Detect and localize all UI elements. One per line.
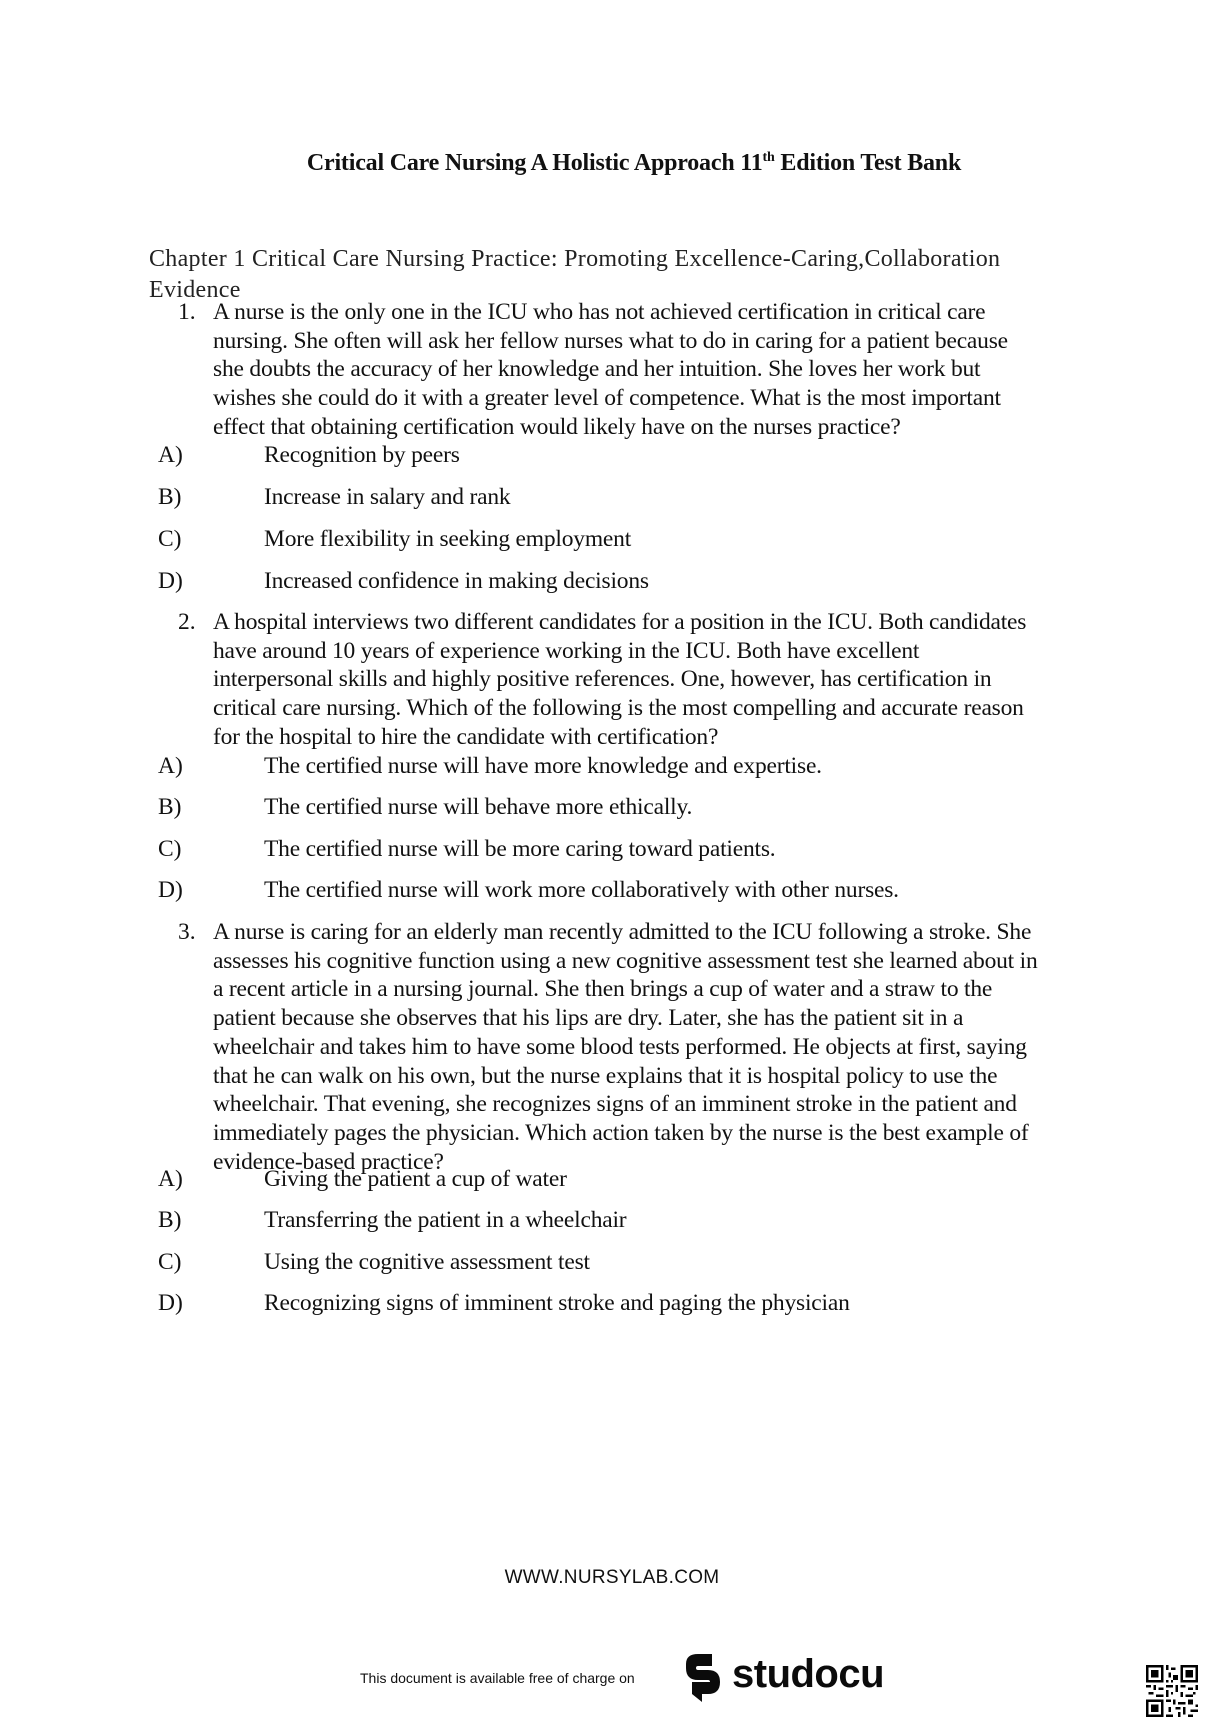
answer-option-text: Transferring the patient in a wheelchair [264,1207,627,1233]
question-stem-line: A nurse is caring for an elderly man recently admitted to the ICU following a stroke. She [213,919,1032,945]
question-stem-line: wheelchair and takes him to have some blood tests performed. He objects at first, saying [213,1033,1027,1060]
document-title [0,150,1224,177]
answer-option-letter: B) [158,1207,182,1233]
studocu-logo-icon [676,1650,728,1702]
question-stem-line: she doubts the accuracy of her knowledge and her intuition. She loves her work but [213,356,981,383]
answer-option-text: The certified nurse will behave more ethically. [264,794,693,820]
answer-option-text: Increase in salary and rank [264,484,511,510]
answer-option-letter: B) [158,484,182,510]
studocu-banner[interactable] [360,1648,885,1704]
question-number: 2. [178,609,196,635]
answer-option-text: Increased confidence in making decisions [264,568,649,594]
question-stem-line: A nurse is the only one in the ICU who has not achieved certification in critical care [213,299,986,325]
question-stem-line: immediately pages the physician. Which action taken by the nurse is the best example of [213,1119,1029,1146]
availability-text: This document is available free of charge on [360,1670,635,1686]
title-superscript: th [762,150,775,165]
question-stem-line: that he can walk on his own, but the nurse explains that it is hospital policy to use the [213,1062,998,1089]
chapter-line-1: Chapter 1 Critical Care Nursing Practice: Promoting Excellence-Caring,Collaboration [149,246,1001,272]
answer-option-text: More flexibility in seeking employment [264,526,632,552]
answer-option-letter: A) [158,442,183,468]
question-stem-line: a recent article in a nursing journal. She then brings a cup of water and a straw to the [213,976,993,1003]
question-stem-line: A hospital interviews two different candidates for a position in the ICU. Both candidates [213,609,1027,635]
question-stem-line: evidence-based practice? [213,1148,444,1175]
question-stem-line: patient because she observes that his lips are dry. Later, she has the patient sit in a [213,1005,964,1032]
answer-option-text: Recognition by peers [264,442,460,468]
question-stem-line: assesses his cognitive function using a new cognitive assessment test she learned about in [213,947,1038,974]
answer-option-letter: C) [158,526,182,552]
question-stem-line: nursing. She often will ask her fellow nurses what to do in caring for a patient because [213,327,1008,354]
answer-option-letter: A) [158,753,183,779]
studocu-brand: studocu [732,1652,885,1696]
chapter-line-2: Evidence [149,277,241,303]
answer-option-letter: D) [158,568,183,594]
question-stem-line: wheelchair. That evening, she recognizes signs of an imminent stroke in the patient and [213,1091,1017,1118]
question-stem-line: have around 10 years of experience working in the ICU. Both have excellent [213,637,920,664]
answer-option-text: The certified nurse will work more collaboratively with other nurses. [264,877,899,903]
question-number: 1. [178,299,196,325]
question-number: 3. [178,919,196,945]
answer-option-text: The certified nurse will be more caring toward patients. [264,836,776,862]
answer-option-text: Using the cognitive assessment test [264,1249,590,1275]
chapter-heading [149,244,1089,306]
qr-code-icon[interactable] [1146,1665,1198,1717]
question-stem-line: interpersonal skills and highly positive references. One, however, has certification in [213,666,992,693]
question-stem-line: critical care nursing. Which of the following is the most compelling and accurate reason [213,695,1024,722]
answer-option-text: The certified nurse will have more knowledge and expertise. [264,753,822,779]
answer-option-letter: D) [158,877,183,903]
footer-url[interactable]: WWW.NURSYLAB.COM [504,1567,720,1588]
answer-option-text: Giving the patient a cup of water [264,1166,567,1192]
question-stem-line: for the hospital to hire the candidate with certification? [213,723,719,750]
answer-option-letter: C) [158,1249,182,1275]
title-main: Critical Care Nursing A Holistic Approach 11 [306,150,763,176]
answer-option-letter: C) [158,836,182,862]
question-stem-line: wishes she could do it with a greater level of competence. What is the most important [213,385,1001,412]
title-rest: Edition Test Bank [774,150,962,176]
answer-option-text: Recognizing signs of imminent stroke and paging the physician [264,1290,850,1316]
answer-option-letter: D) [158,1290,183,1316]
answer-option-letter: A) [158,1166,183,1192]
question-stem-line: effect that obtaining certification would likely have on the nurses practice? [213,413,901,440]
answer-option-letter: B) [158,794,182,820]
